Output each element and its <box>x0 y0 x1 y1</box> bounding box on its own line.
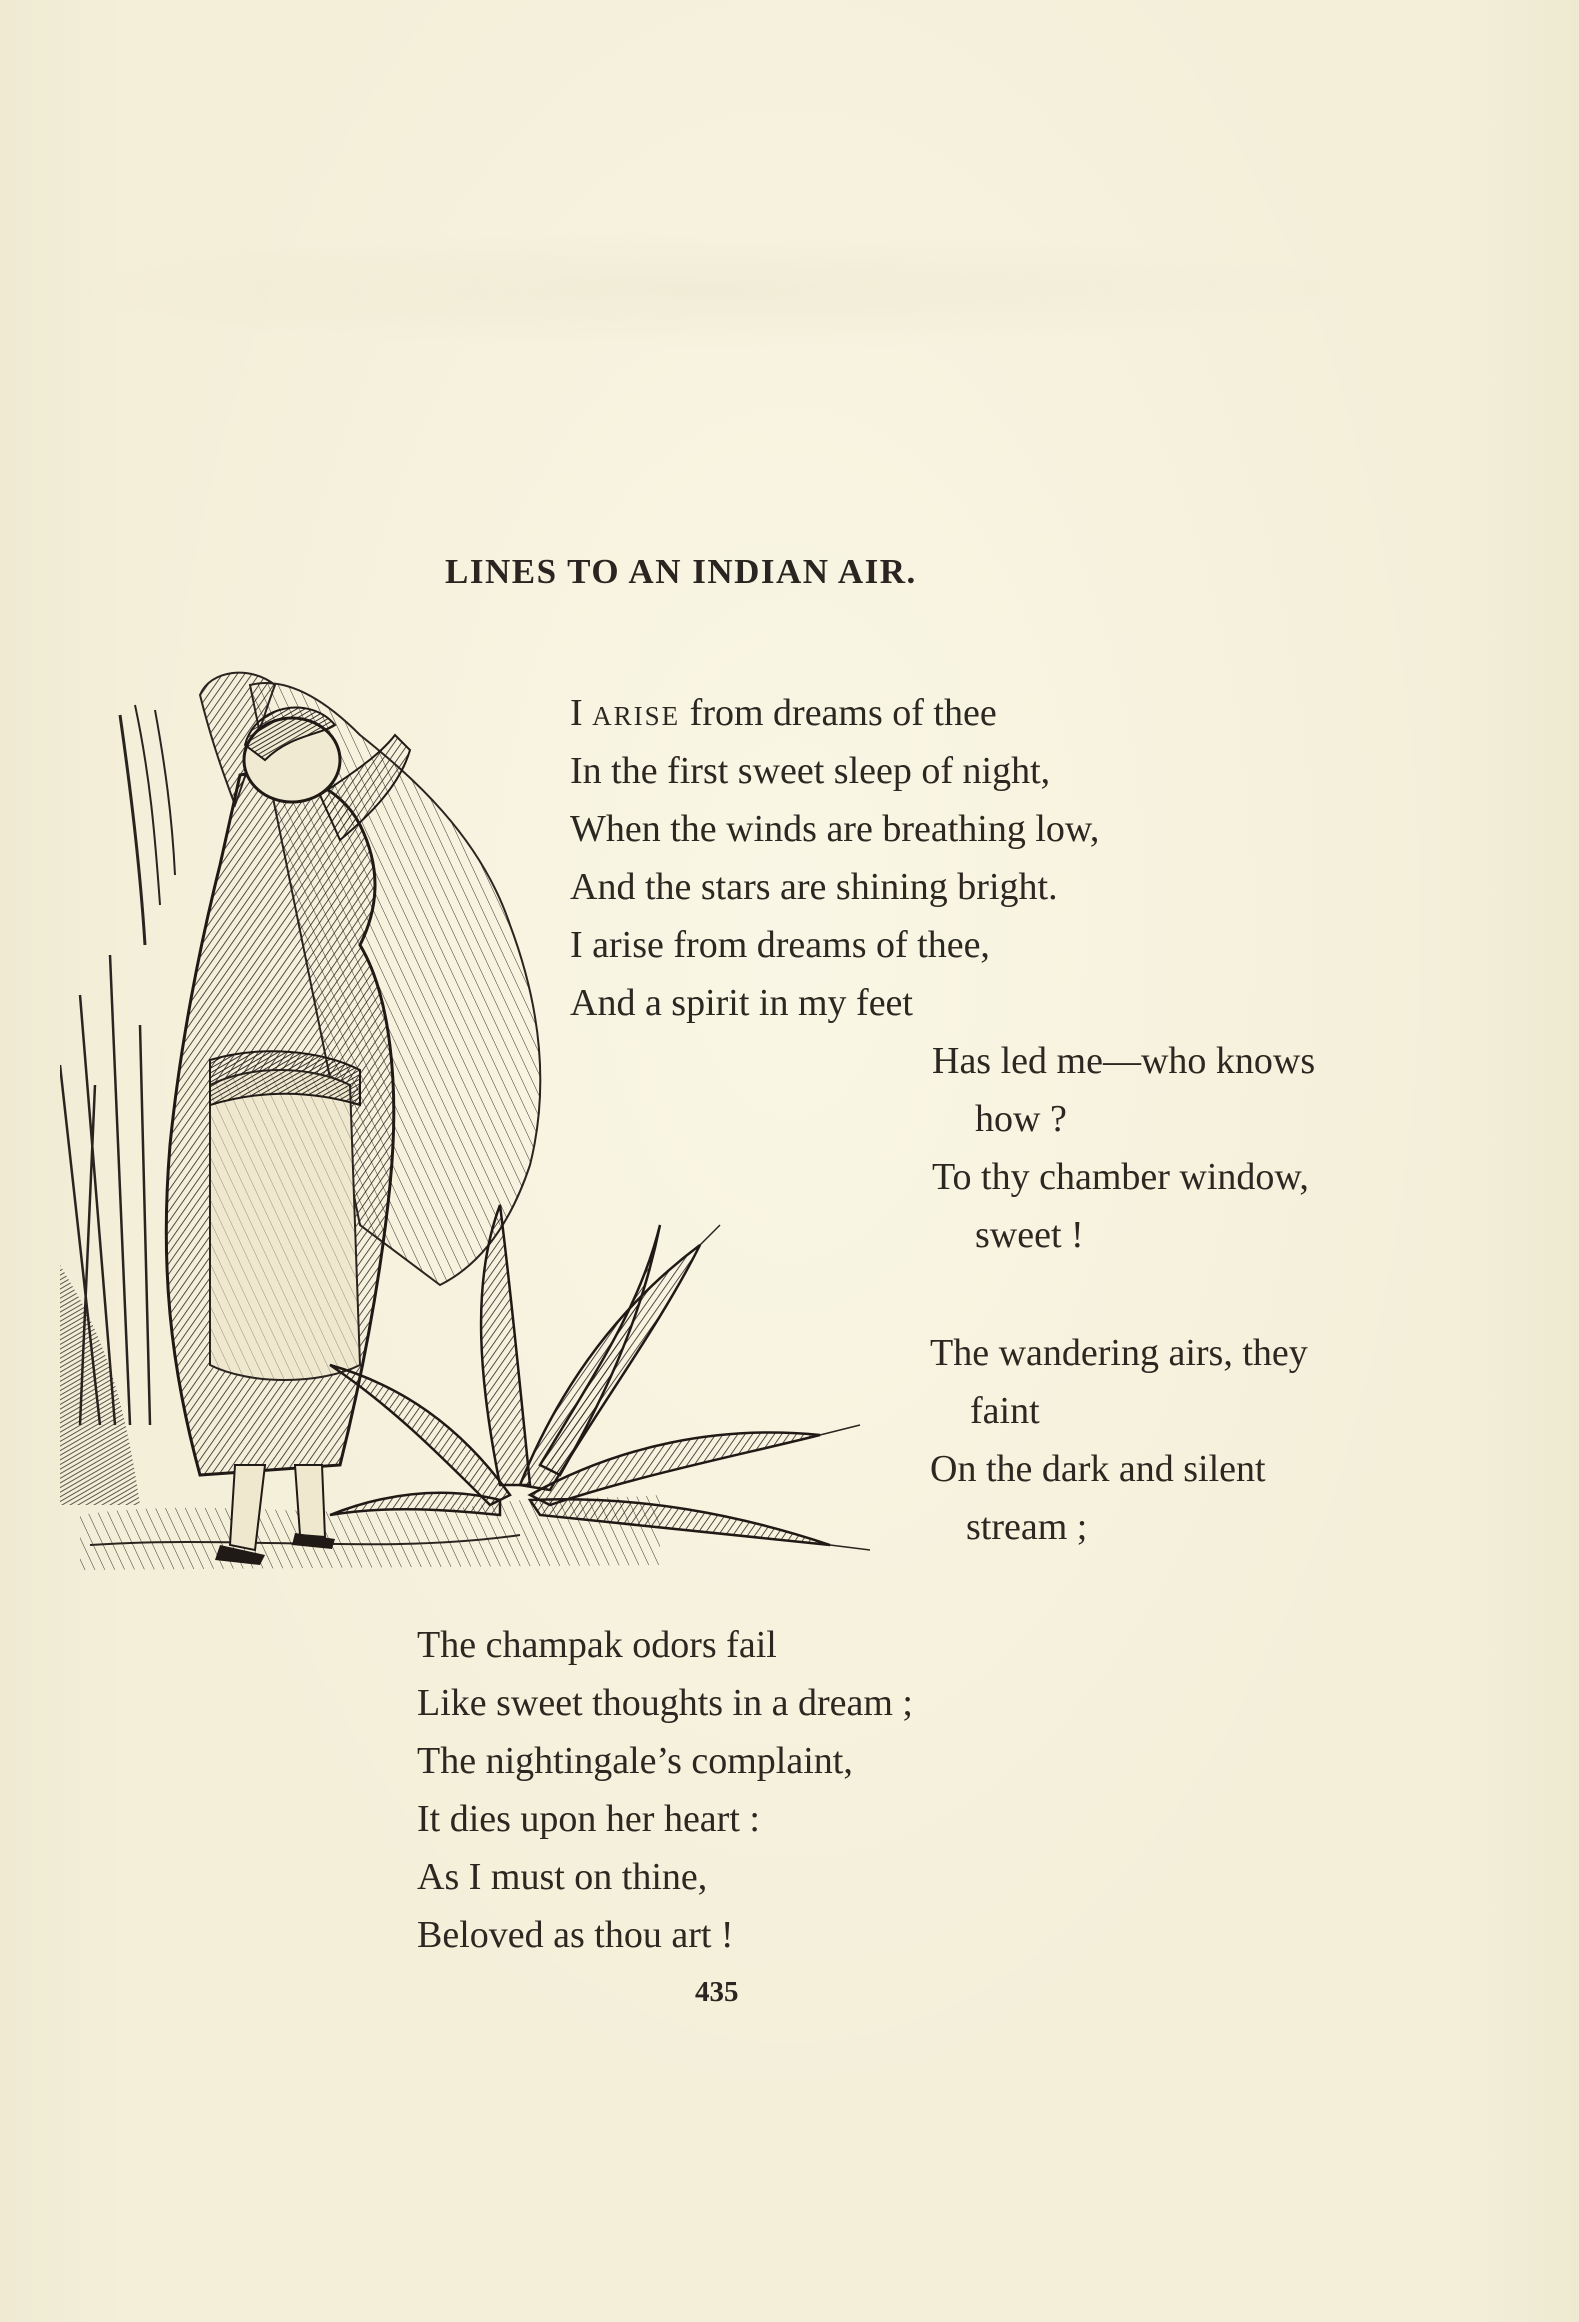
poem-line-14: stream ; <box>966 1506 1088 1548</box>
poem-line-1 <box>570 694 997 732</box>
poem-line-18: It dies upon her heart : <box>417 1798 760 1840</box>
first-line-rest: from dreams of thee <box>680 692 997 734</box>
poem-line-19: As I must on thine, <box>417 1856 708 1898</box>
poem-line-10: sweet ! <box>975 1214 1084 1256</box>
poem-line-5: I arise from dreams of thee, <box>570 924 990 966</box>
poem-line-4: And the stars are shining bright. <box>570 866 1058 908</box>
page-number: 435 <box>695 1976 739 2008</box>
poem-line-17: The nightingale’s complaint, <box>417 1740 853 1782</box>
poem-line-2: In the first sweet sleep of night, <box>570 750 1051 792</box>
poem-line-12: faint <box>970 1390 1040 1432</box>
poem-line-20: Beloved as thou art ! <box>417 1914 734 1956</box>
poem-line-3: When the winds are breathing low, <box>570 808 1100 850</box>
engraving-illustration <box>60 665 900 1585</box>
poem-line-13: On the dark and silent <box>930 1448 1266 1490</box>
poem-line-6: And a spirit in my feet <box>570 982 913 1024</box>
poem-line-15: The champak odors fail <box>417 1624 777 1666</box>
poem-line-9: To thy chamber window, <box>932 1156 1309 1198</box>
poem-line-8: how ? <box>975 1098 1067 1140</box>
poem-line-16: Like sweet thoughts in a dream ; <box>417 1682 913 1724</box>
smallcaps-word: ARISE <box>592 701 681 731</box>
bleed-through-stain <box>60 230 1360 350</box>
dropcap-word: I <box>570 692 583 734</box>
poem-title: LINES TO AN INDIAN AIR. <box>445 552 917 591</box>
poem-line-7: Has led me—who knows <box>932 1040 1316 1082</box>
poem-line-11: The wandering airs, they <box>930 1332 1308 1374</box>
